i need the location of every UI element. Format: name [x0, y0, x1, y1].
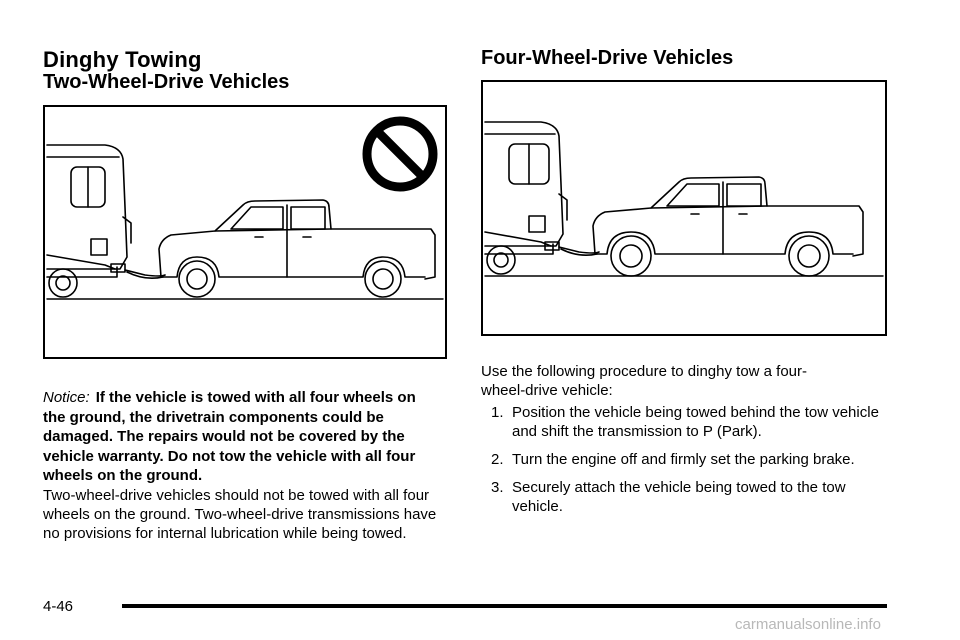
footer-rule: [122, 604, 887, 608]
step-number: 1.: [491, 404, 504, 421]
four-wheel-drive-intro: Use the following procedure to dinghy tow a four-wheel-drive vehicle:: [481, 363, 808, 399]
page-number: 4-46: [43, 598, 74, 615]
procedure-step: [491, 478, 851, 516]
step-text: Securely attach the vehicle being towed to the tow vehicle.: [512, 479, 846, 515]
two-wheel-drive-paragraph: Two-wheel-drive vehicles should not be towed with all four wheels on the ground. Two-wheel-drive transmissions have no provisions for internal lubrication while being towed.: [43, 487, 437, 542]
procedure-list: [491, 403, 891, 516]
watermark-text: carmanualsonline.info: [735, 616, 881, 633]
step-text: Position the vehicle being towed behind the tow vehicle and shift the transmission to P (Park).: [512, 404, 879, 440]
pickup-truck-illustration: [159, 200, 435, 297]
step-text: Turn the engine off and firmly set the parking brake.: [512, 451, 855, 468]
notice-text: If the vehicle is towed with all four wheels on the ground, the drivetrain components could be damaged. The repairs would not be covered by the vehicle warranty. Do not tow the vehicle with all four wheels on the ground.: [43, 389, 416, 484]
four-wheel-drive-heading: Four-Wheel-Drive Vehicles: [481, 47, 734, 69]
step-number: 3.: [491, 479, 504, 496]
procedure-step: [491, 403, 891, 441]
page-title: Dinghy Towing: [43, 47, 202, 72]
motorhome-illustration: [47, 145, 131, 297]
motorhome-illustration: [485, 122, 567, 274]
procedure-step: [491, 450, 891, 469]
notice-block: [43, 388, 441, 486]
pickup-truck-illustration: [593, 177, 863, 276]
prohibited-icon: [367, 121, 433, 187]
notice-label: Notice:: [43, 389, 90, 406]
four-wheel-towing-illustration: [483, 82, 885, 334]
four-wheel-drive-towing-figure: [481, 80, 887, 336]
step-number: 2.: [491, 451, 504, 468]
two-wheel-drive-towing-figure: [43, 105, 447, 359]
two-wheel-towing-illustration: [45, 107, 445, 357]
two-wheel-drive-heading: Two-Wheel-Drive Vehicles: [43, 71, 290, 93]
